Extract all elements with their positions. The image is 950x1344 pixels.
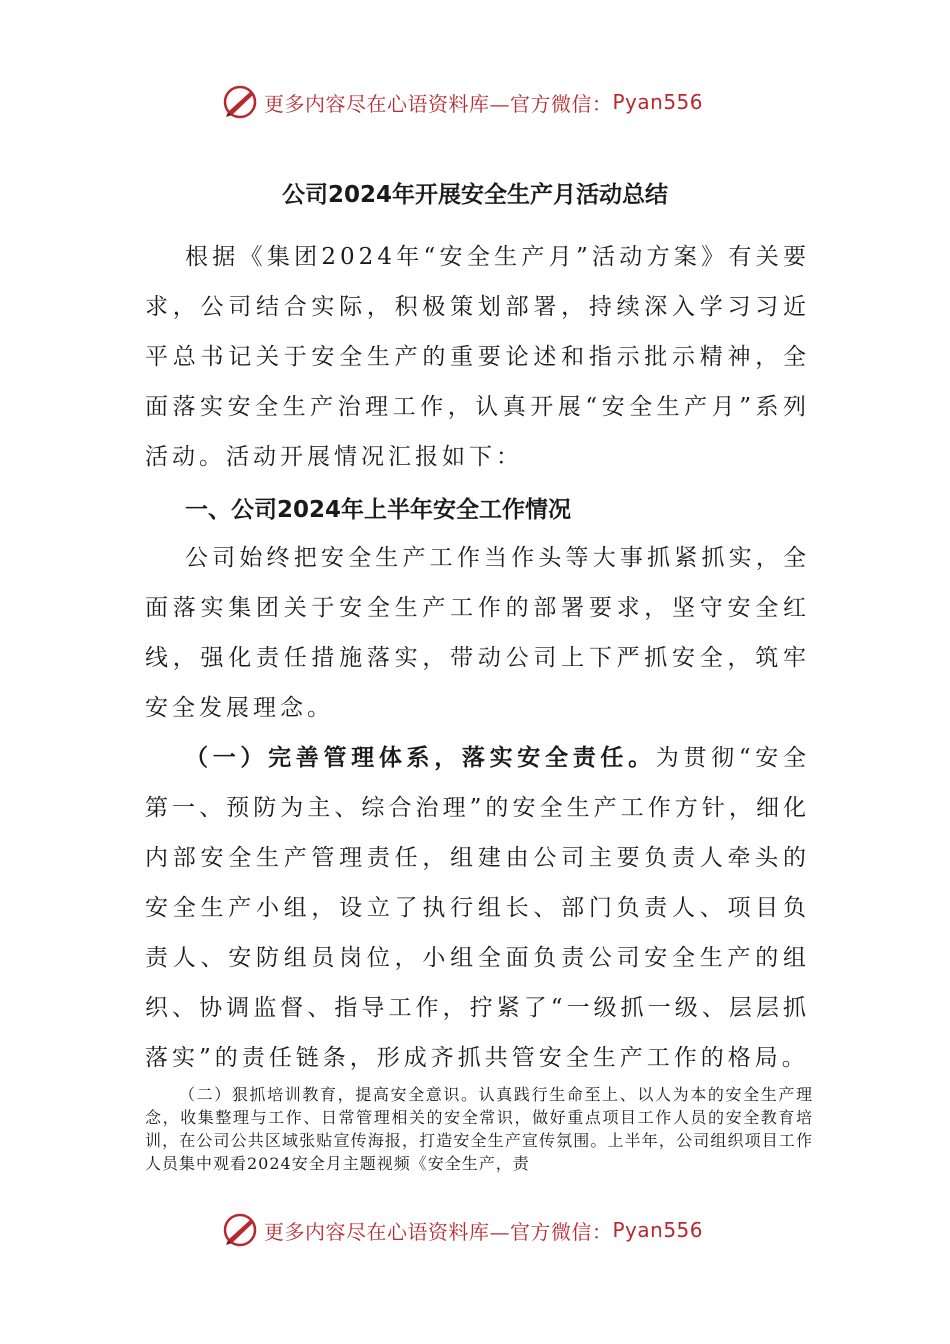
- watermark-text: 更多内容尽在心语资料库—官方微信：: [264, 91, 613, 116]
- document-title: 公司2024年开展安全生产月活动总结: [281, 182, 668, 208]
- item1-paragraph: [145, 733, 810, 1083]
- item2-paragraph: （二）狠抓培训教育，提高安全意识。认真践行生命至上、以人为本的安全生产理念，收集整理与工作、日常管理相关的安全常识，做好重点项目工作人员的安全教育培训，在公司公共区域张贴宣传海报，打造安全生产宣传氛围。上半年，公司组织项目工作人员集中观看2024安全月主题视频《安全生产，责: [145, 1085, 813, 1173]
- section1-paragraph: 公司始终把安全生产工作当作头等大事抓紧抓实，全面落实集团关于安全生产工作的部署要求，坚守安全红线，强化责任措施落实，带动公司上下严抓安全，筑牢安全发展理念。: [145, 545, 810, 721]
- intro-paragraph: 根据《集团2024年“安全生产月”活动方案》有关要求，公司结合实际，积极策划部署，持续深入学习习近平总书记关于安全生产的重要论述和指示批示精神，全面落实安全生产治理工作，认真开展“安全生产月”系列活动。活动开展情况汇报如下：: [145, 244, 810, 470]
- pen-logo-icon: [222, 1212, 258, 1248]
- item1-body: 为贯彻“安全第一、预防为主、综合治理”的安全生产工作方针，细化内部安全生产管理责任，组建由公司主要负责人牵头的安全生产小组，设立了执行组长、部门负责人、项目负责人、安防组员岗位，小组全面负责公司安全生产的组织、协调监督、指导工作，拧紧了“一级抓一级、层层抓落实”的责任链条，形成齐抓共管安全生产工作的格局。: [145, 745, 811, 1071]
- pen-logo-icon: [222, 84, 258, 120]
- watermark-text: 更多内容尽在心语资料库—官方微信：: [264, 1219, 613, 1244]
- watermark-wechat-id: Pyan556: [612, 90, 704, 114]
- item1-lead: （一）完善管理体系，落实安全责任。: [185, 745, 656, 771]
- watermark-banner-top: [222, 84, 703, 120]
- watermark-wechat-id: Pyan556: [612, 1218, 704, 1242]
- watermark-banner-bottom: [222, 1212, 703, 1248]
- section1-heading: 一、公司2024年上半年安全工作情况: [185, 497, 572, 523]
